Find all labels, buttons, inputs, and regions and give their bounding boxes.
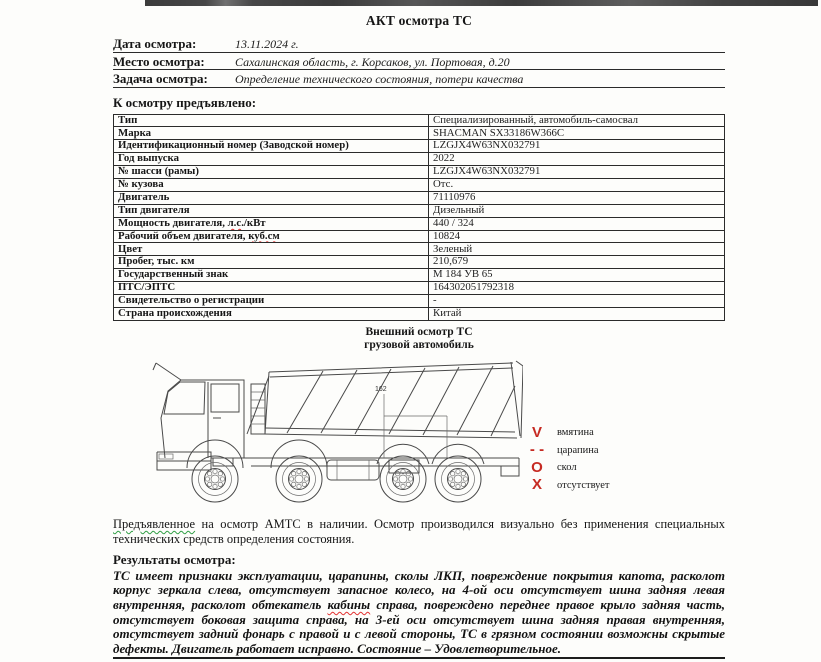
row-label: Цвет xyxy=(114,243,429,256)
table-row xyxy=(114,153,725,166)
damage-legend xyxy=(517,424,610,494)
row-value: 10824 xyxy=(429,230,725,243)
row-label: Марка xyxy=(114,127,429,140)
row-value: 71110976 xyxy=(429,191,725,204)
field-value: Сахалинская область, г. Корсаков, ул. Портовая, д.20 xyxy=(235,54,510,69)
diagram-area xyxy=(113,358,725,508)
table-row xyxy=(114,217,725,230)
header-field-task xyxy=(113,70,725,88)
spellcheck-marked-word: кабины xyxy=(327,596,371,612)
row-label: № кузова xyxy=(114,178,429,191)
row-label: Тип двигателя xyxy=(114,204,429,217)
chip-symbol-icon: O xyxy=(531,458,543,476)
legend-label: царапина xyxy=(557,444,599,456)
row-value: 440 / 324 xyxy=(429,217,725,230)
row-value: Китай xyxy=(429,307,725,320)
row-label: Пробег, тыс. км xyxy=(114,256,429,269)
table-row xyxy=(114,294,725,307)
results-heading: Результаты осмотра: xyxy=(113,551,236,567)
row-value: - xyxy=(429,294,725,307)
row-label: Тип xyxy=(114,114,429,127)
row-value: Дизельный xyxy=(429,204,725,217)
row-value: Специализированный, автомобиль-самосвал xyxy=(429,114,725,127)
table-row xyxy=(114,204,725,217)
row-value: LZGJX4W63NX032791 xyxy=(429,166,725,179)
spellcheck-marked-word: куб.см xyxy=(248,230,280,242)
inspection-table-body xyxy=(114,114,725,320)
row-value: М 184 УВ 65 xyxy=(429,269,725,282)
field-label: Место осмотра: xyxy=(113,53,205,69)
row-label: Рабочий объем двигателя, куб.см xyxy=(114,230,429,243)
missing-symbol-icon: X xyxy=(531,476,542,493)
dent-symbol-icon: V xyxy=(531,423,542,441)
legend-item-scratch xyxy=(517,441,610,459)
header-field-date xyxy=(113,35,725,53)
table-row xyxy=(114,166,725,179)
visual-inspection-title-line2: грузовой автомобиль xyxy=(364,338,474,351)
row-value: Зеленый xyxy=(429,243,725,256)
table-row xyxy=(114,230,725,243)
field-label: Задача осмотра: xyxy=(113,71,208,86)
presented-note-text: на осмотр АМТС в наличии. Осмотр производился визуально без применения специальных технических средств определения состояния. xyxy=(113,516,725,546)
inspection-table xyxy=(113,114,725,321)
field-label: Дата осмотра: xyxy=(113,36,197,51)
table-row xyxy=(114,114,725,127)
page-title: АКТ осмотра ТС xyxy=(365,13,473,28)
results-text-part2: справа, повреждено переднее правое крыло задняя часть, отсутствует боковая защита справа, на 3-ей оси отсутствует шина задняя правая внутренняя, отсутствует задний фонарь с правой и с левой стороны, ТС в грязном состоянии возможны скрытые дефекты. Двигатель работает исправно. Состояние – Удовлетворительное. xyxy=(113,596,725,656)
visual-inspection-title-line1: Внешний осмотр ТС xyxy=(365,325,473,338)
spellcheck-marked-word: л.с xyxy=(227,217,242,229)
legend-item-missing xyxy=(517,476,610,494)
results-text xyxy=(113,569,725,660)
field-value: 13.11.2024 г. xyxy=(235,37,299,51)
row-value: 2022 xyxy=(429,153,725,166)
table-row xyxy=(114,127,725,140)
document-body xyxy=(113,0,725,659)
legend-label: вмятина xyxy=(557,427,594,438)
row-value: 164302051792318 xyxy=(429,282,725,295)
row-label: Государственный знак xyxy=(114,269,429,282)
row-value: Отс. xyxy=(429,178,725,191)
legend-label: скол xyxy=(557,462,577,473)
visual-inspection-title xyxy=(113,326,725,352)
grammar-marked-word: Предъявленное xyxy=(113,516,196,531)
presented-note xyxy=(113,517,725,547)
row-value: 210,679 xyxy=(429,256,725,269)
table-row xyxy=(114,282,725,295)
dimension-label: 162 xyxy=(375,385,387,393)
row-label: № шасси (рамы) xyxy=(114,166,429,179)
section-heading-presented: К осмотру предъявлено: xyxy=(113,94,257,110)
legend-item-chip xyxy=(517,459,610,477)
row-label: Двигатель xyxy=(114,191,429,204)
row-label: Год выпуска xyxy=(114,153,429,166)
table-row xyxy=(114,243,725,256)
legend-item-dent xyxy=(517,424,610,442)
row-value: LZGJX4W63NX032791 xyxy=(429,140,725,153)
table-row xyxy=(114,140,725,153)
row-value: SHACMAN SX33186W366C xyxy=(429,127,725,140)
row-label: Свидетельство о регистрации xyxy=(114,294,429,307)
row-label: Страна происхождения xyxy=(114,307,429,320)
table-row xyxy=(114,256,725,269)
header-fields xyxy=(113,35,725,88)
table-row xyxy=(114,307,725,320)
row-label: Мощность двигателя, л.с./кВт xyxy=(114,217,429,230)
truck-diagram xyxy=(151,358,523,508)
table-row xyxy=(114,191,725,204)
row-label: Идентификационный номер (Заводской номер) xyxy=(114,140,429,153)
table-row xyxy=(114,178,725,191)
row-label: ПТС/ЭПТС xyxy=(114,282,429,295)
table-row xyxy=(114,269,725,282)
results-text-part1: ТС имеет признаки эксплуатации, царапины, сколы ЛКП, повреждение покрытия капота, расколот корпус зеркала слева, отсутствует запасное колесо, на 4-ой оси отсутствует шина задняя левая внутренняя, расколот обтекатель xyxy=(113,567,725,612)
field-value: Определение технического состояния, потери качества xyxy=(235,72,524,86)
scratch-symbol-icon: - - xyxy=(529,441,545,458)
header-field-place xyxy=(113,53,725,71)
legend-label: отсутствует xyxy=(557,479,610,491)
